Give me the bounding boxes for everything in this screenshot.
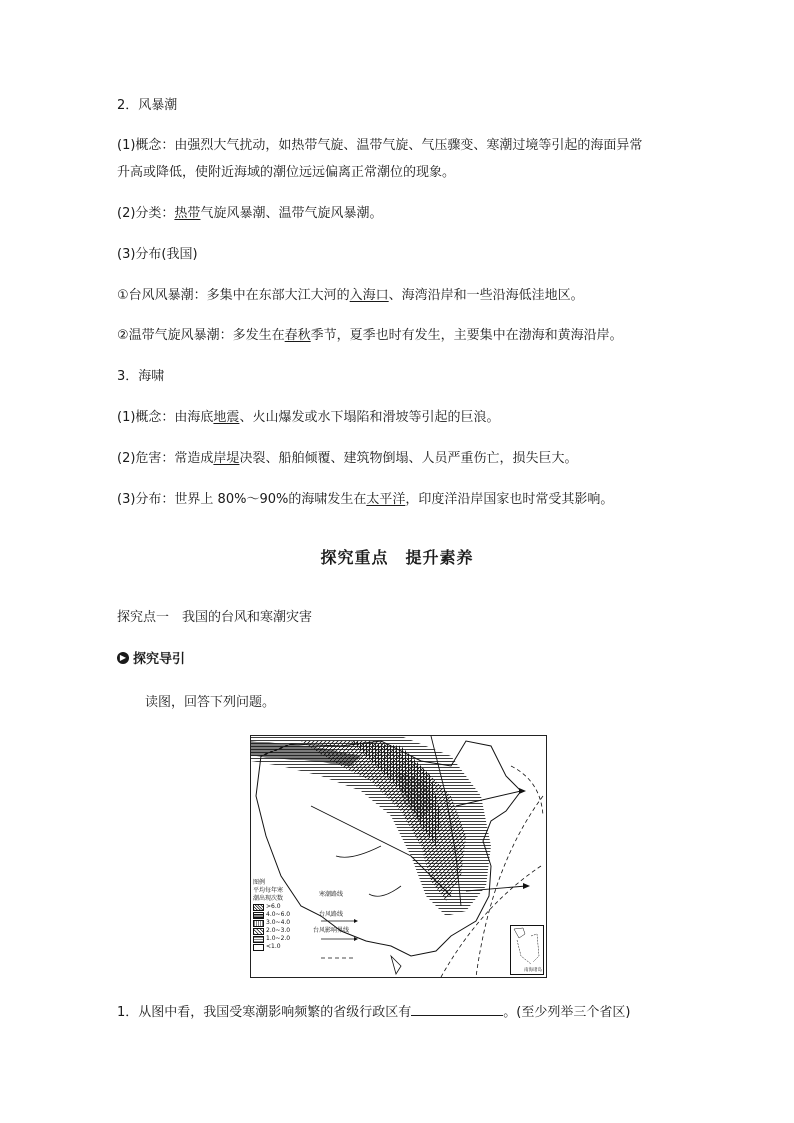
heading-tsunami: 3．海啸 [117,369,165,384]
legend-label: 2.0~3.0 [266,927,291,934]
question-text: 1．从图中看，我国受寒潮影响频繁的省级行政区有 [117,1005,412,1020]
legend-subtitle: 潮出现次数 [253,895,284,902]
legend-label: >6.0 [266,903,281,910]
guide-label: 探究导引 [133,652,186,667]
underlined-answer: 春秋 [284,328,311,343]
text: (1)概念：由海底 [117,410,214,425]
legend-subtitle: 平均每年寒 [253,887,284,894]
underlined-answer: 热带 [174,206,201,221]
legend-item [253,935,313,943]
legend-label: 1.0~2.0 [266,935,291,942]
underlined-answer: 岸堤 [213,451,240,466]
text: (2)危害：常造成 [117,451,214,466]
question-text: 。(至少列举三个省区) [503,1005,631,1020]
tsunami-concept [117,409,499,427]
text: (3)分布：世界上 80%～90%的海啸发生在 [117,492,367,507]
legend-item [253,903,313,911]
legend-label: 3.0~4.0 [266,919,291,926]
legend-item [253,927,313,935]
text: ②温带气旋风暴潮：多发生在 [117,328,285,343]
text: 、海湾沿岸和一些沿海低洼地区。 [388,288,584,303]
inset-label: 南海诸岛 [524,968,542,973]
storm-surge-concept-cont: 升高或降低，使附近海域的潮位远远偏离正常潮位的现象。 [117,165,456,180]
boundary-label: 台风影响界线 [313,927,350,934]
tsunami-distribution [117,491,613,509]
storm-surge-types [117,205,382,223]
instruction: 读图，回答下列问题。 [145,695,276,710]
inquiry-guide [117,648,185,667]
text: 气旋风暴潮、温带气旋风暴潮。 [200,206,383,221]
tsunami-harm [117,450,577,468]
text: (2)分类： [117,206,175,221]
underlined-answer: 地震 [213,410,240,425]
text: ①台风风暴潮：多集中在东部大江大河的 [117,288,350,303]
legend-item [253,911,313,919]
storm-surge-concept: (1)概念：由强烈大气扰动，如热带气旋、温带气旋、气压骤变、寒潮过境等引起的海面异常 [117,138,643,153]
text: 季节，夏季也时有发生，主要集中在渤海和黄海沿岸。 [310,328,623,343]
inquiry-point-title: 探究点一 我国的台风和寒潮灾害 [117,610,313,625]
play-circle-icon: ▶ [117,652,129,664]
typhoon-route-label: 台风路线 [319,911,344,918]
legend-item [253,919,313,927]
text: 决裂、船舶倾覆、建筑物倒塌、人员严重伤亡，损失巨大。 [239,451,578,466]
text: 、火山爆发或水下塌陷和滑坡等引起的巨浪。 [239,410,500,425]
underlined-answer: 入海口 [349,288,389,303]
typhoon-surge [117,287,584,305]
text: ，印度洋沿岸国家也时常受其影响。 [405,492,614,507]
storm-surge-distribution: (3)分布(我国) [117,247,198,262]
south-china-sea-inset [510,925,544,975]
legend-label: 4.0~6.0 [266,911,291,918]
section-title: 探究重点 提升素养 [320,548,474,567]
question-1 [117,1001,630,1022]
cold-wave-typhoon-map [250,735,547,978]
answer-blank[interactable] [411,1001,503,1016]
legend-label: <1.0 [266,943,281,950]
legend-item [253,943,313,951]
temperate-surge [117,327,623,345]
cold-route-label: 寒潮路线 [319,891,344,898]
legend-title: 图例 [253,879,266,886]
heading-storm-surge: 2．风暴潮 [117,98,178,113]
map-legend [253,879,313,951]
underlined-answer: 太平洋 [366,492,406,507]
